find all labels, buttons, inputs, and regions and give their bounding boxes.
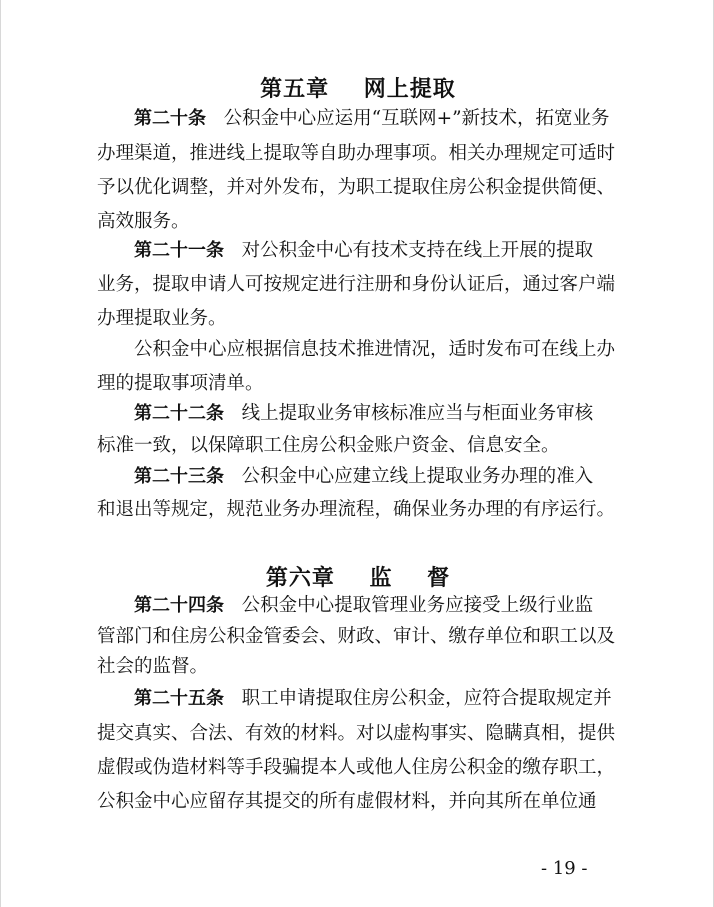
article-number: 第二十条 xyxy=(134,108,206,129)
article-number: 第二十二条 xyxy=(134,403,224,424)
paragraph-line: 高效服务。 xyxy=(97,211,190,232)
article-text: 职工申请提取住房公积金，应符合提取规定并 xyxy=(224,688,612,709)
article-text: 对公积金中心有技术支持在线上开展的提取 xyxy=(224,240,594,261)
paragraph-line: 虚假或伪造材料等手段骗提本人或他人住房公积金的缴存职工， xyxy=(97,757,616,778)
paragraph-line: 业务，提取申请人可按规定进行注册和身份认证后，通过客户端 xyxy=(97,274,616,295)
paragraph-line: 管部门和住房公积金管委会、财政、审计、缴存单位和职工以及 xyxy=(97,626,616,647)
article-number: 第二十三条 xyxy=(134,466,224,487)
chapter-title: 第六章 监 督 xyxy=(265,565,451,591)
paragraph-line: 理的提取事项清单。 xyxy=(97,373,264,394)
paragraph-line: 和退出等规定，规范业务办理流程，确保业务办理的有序运行。 xyxy=(97,499,616,520)
paragraph-line: 办理提取业务。 xyxy=(97,308,227,329)
paragraph-line xyxy=(134,110,610,129)
article-text: 公积金中心应运用“互联网+”新技术，拓宽业务 xyxy=(206,108,610,129)
article-text: 公积金中心提取管理业务应接受上级行业监 xyxy=(224,595,594,616)
paragraph-line xyxy=(134,597,593,616)
article-number: 第二十四条 xyxy=(134,595,224,616)
chapter-title: 第五章 网上提取 xyxy=(260,76,456,102)
paragraph-line xyxy=(134,690,612,709)
paragraph-line: 社会的监督。 xyxy=(97,656,209,677)
page-number: - 19 - xyxy=(541,858,588,879)
article-number: 第二十一条 xyxy=(134,240,224,261)
paragraph-line: 公积金中心应留存其提交的所有虚假材料，并向其所在单位通 xyxy=(97,791,597,812)
paragraph-line: 办理渠道，推进线上提取等自助办理事项。相关办理规定可适时 xyxy=(97,143,616,164)
paragraph-line: 标准一致，以保障职工住房公积金账户资金、信息安全。 xyxy=(97,435,560,456)
paragraph-line xyxy=(134,468,593,487)
paragraph-line: 予以优化调整，并对外发布，为职工提取住房公积金提供简便、 xyxy=(97,177,616,198)
article-text: 公积金中心应建立线上提取业务办理的准入 xyxy=(224,466,594,487)
paragraph-line xyxy=(134,405,593,424)
paragraph-line: 提交真实、合法、有效的材料。对以虚构事实、隐瞒真相，提供 xyxy=(97,723,616,744)
paragraph-line: 公积金中心应根据信息技术推进情况，适时发布可在线上办 xyxy=(134,339,616,360)
paragraph-line xyxy=(134,242,593,261)
article-number: 第二十五条 xyxy=(134,688,224,709)
article-text: 线上提取业务审核标准应当与柜面业务审核 xyxy=(224,403,594,424)
